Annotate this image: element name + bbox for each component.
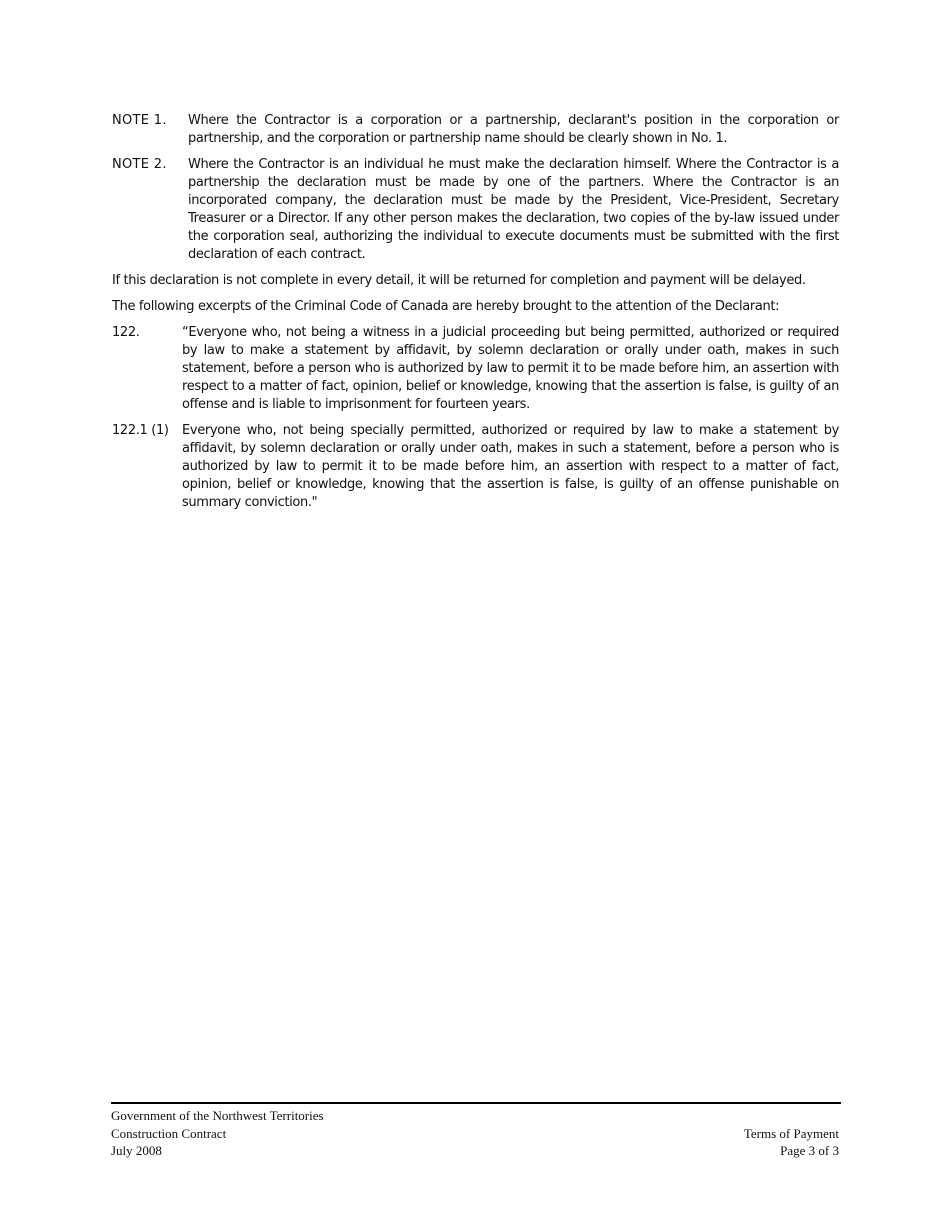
footer-left (111, 1107, 324, 1160)
footer-section: Terms of Payment (743, 1125, 839, 1141)
note-1-text: Where the Contractor is a corporation or a partnership, declarant's position in the corporation or partnership, and the corporation or partnership name should be clearly shown in No. 1. (188, 113, 839, 146)
footer-date: July 2008 (111, 1143, 162, 1158)
incomplete-notice: If this declaration is not complete in every detail, it will be returned for completion and payment will be delayed. (112, 273, 806, 288)
code-section-122-1-text: Everyone who, not being specially permitted, authorized or required by law to make a statement by affidavit, by solemn declaration or orally under oath, makes in such a statement, before a person who is authorized by law to permit it to be made before him, an assertion with respect to a matter of fact, opinion, belief or knowledge, knowing that the assertion is false, is guilty of an offense punishable on summary conviction." (182, 423, 839, 510)
code-section-122-1-number: 122.1 (1) (112, 423, 169, 438)
note-1 (112, 112, 839, 148)
page-body (112, 112, 839, 520)
excerpts-intro: The following excerpts of the Criminal Code of Canada are hereby brought to the attention of the Declarant: (112, 299, 780, 314)
code-section-122 (112, 324, 839, 414)
note-1-label: NOTE 1. (112, 113, 167, 128)
footer-organization: Government of the Northwest Territories (111, 1108, 324, 1123)
footer-page-number: Page 3 of 3 (780, 1143, 839, 1158)
page-footer (111, 1102, 841, 1160)
footer-document: Construction Contract (111, 1125, 227, 1141)
code-section-122-1 (112, 422, 839, 512)
code-section-122-text: “Everyone who, not being a witness in a judicial proceeding but being permitted, authorized or required by law to make a statement by affidavit, by solemn declaration or orally under oath, makes in such statement, before a person who is authorized by law to permit it to be made before him, an assertion with respect to a matter of fact, opinion, belief or knowledge, knowing that the assertion is false, is guilty of an offense and is liable to imprisonment for fourteen years. (182, 325, 839, 412)
note-2-text: Where the Contractor is an individual he must make the declaration himself. Where the Contractor is a partnership the declaration must be made by one of the partners. Where the Contractor is an incorporated company, the declaration must be made by the President, Vice-President, Secretary Treasurer or a Director. If any other person makes the declaration, two copies of the by-law issued under the corporation seal, authorizing the individual to execute documents must be submitted with the first declaration of each contract. (188, 157, 839, 262)
footer-right (744, 1107, 841, 1160)
note-2-label: NOTE 2. (112, 157, 167, 172)
note-2 (112, 156, 839, 264)
code-section-122-number: 122. (112, 325, 140, 340)
